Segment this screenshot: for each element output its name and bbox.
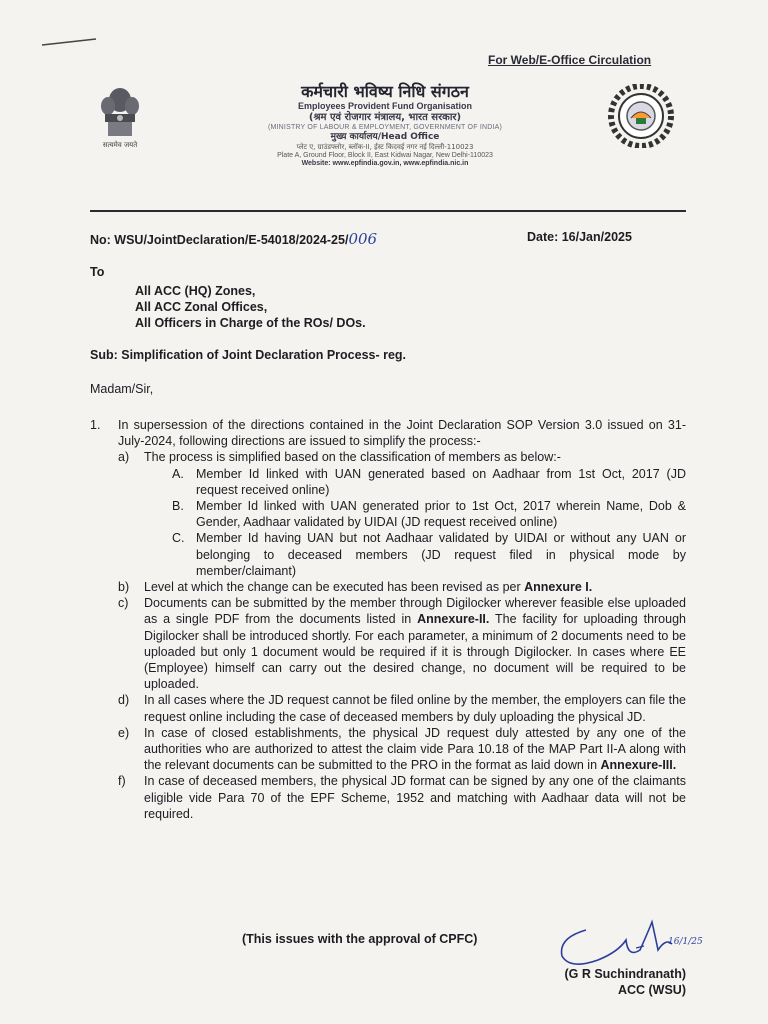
reference-number	[90, 230, 377, 248]
epfo-logo-icon	[598, 84, 684, 148]
sublist	[144, 466, 686, 579]
paragraph-1-text: In supersession of the directions contained in the Joint Declaration SOP Version 3.0 issued on 31-July-2024, following directions are issued to simplify the process:-	[118, 418, 686, 449]
list-item-text: In case of deceased members, the physical JD format can be signed by any one of the claimants eligible vide Para 70 of the EPF Scheme, 1952 and matching with Aadhaar data will not be required.	[144, 774, 686, 821]
annexure-ref: Annexure-II.	[417, 612, 490, 627]
signature-date: 16/1/25	[668, 937, 703, 947]
head-office: मुख्य कार्यालय/Head Office	[330, 132, 440, 143]
list-item-text-cont: The facility for uploading through Digilocker shall be introduced shortly. For each parameter, a minimum of 2 documents need to be uploaded but only 1 document would be required if it is through Digilocker. In cases where EE (Employee) himself can carry out the desired change, no document will be required to be uploaded.	[144, 612, 686, 692]
emblem-motto: सत्यमेव जयते	[102, 141, 138, 149]
paragraph-1	[90, 417, 686, 822]
list-item-text: In all cases where the JD request cannot be filed online by the member, the employers can file the request online including the case of deceased members by duly uploading the physical JD.	[144, 693, 686, 724]
sublist-item-B	[172, 498, 686, 530]
sublist-label: A.	[172, 466, 184, 481]
list-item-text: In case of closed establishments, the physical JD request duly attested by any one of the authorities who are authorized to attest the claim vide Para 10.18 of the MAP Part II-A along with the relevant documents can be submitted to the PRO in the format as laid down in	[144, 725, 686, 773]
sublist-text: Member Id linked with UAN generated based on Aadhaar from 1st Oct, 2017 (JD request received online)	[196, 466, 686, 497]
signatory-designation: ACC (WSU)	[617, 983, 686, 997]
letter-date: Date: 16/Jan/2025	[527, 230, 632, 244]
recipients	[135, 283, 366, 331]
circulation-label: For Web/E-Office Circulation	[488, 53, 652, 67]
org-name-english: Employees Provident Fund Organisation	[297, 101, 473, 112]
pen-mark	[40, 36, 100, 48]
list-item-e	[118, 725, 686, 774]
sublist-label: B.	[172, 499, 184, 514]
recipient: All ACC (HQ) Zones,	[135, 284, 256, 298]
list-item-a	[118, 449, 686, 579]
ministry-english: (MINISTRY OF LABOUR & EMPLOYMENT, GOVERNMENT OF INDIA)	[267, 123, 503, 131]
subject-line: Sub: Simplification of Joint Declaration Process- reg.	[90, 348, 407, 362]
list-item-text: Documents can be submitted by the member through Digilocker wherever feasible else uploaded as a single PDF from the documents listed in	[144, 596, 686, 627]
sublist-label: C.	[172, 531, 185, 546]
paragraph-number: 1.	[90, 418, 101, 432]
sublist-text: Member Id having UAN but not Aadhaar validated by UIDAI or without any UAN or belonging to deceased members (JD request filed in physical mode by member/claimant)	[196, 531, 686, 578]
list-item-f	[118, 773, 686, 822]
annexure-ref: Annexure I.	[524, 580, 593, 595]
annexure-ref: Annexure-III.	[600, 758, 677, 773]
sublist-item-C	[172, 530, 686, 579]
sublist-text: Member Id linked with UAN generated prior to 1st Oct, 2017 wherein Name, Dob & Gender, Aadhaar validated by UIDAI (JD request received online)	[196, 499, 686, 530]
national-emblem-icon	[88, 84, 152, 150]
list-item-d	[118, 692, 686, 724]
to-label: To	[90, 265, 105, 279]
list-label: f)	[118, 774, 126, 789]
list-label: e)	[118, 725, 130, 740]
website: Website: www.epfindia.gov.in, www.epfindia.nic.in	[301, 159, 469, 167]
list-label: c)	[118, 596, 129, 611]
list-label: b)	[118, 580, 130, 595]
ministry-hindi: (श्रम एवं रोजगार मंत्रालय, भारत सरकार)	[308, 111, 462, 123]
recipient: All ACC Zonal Offices,	[135, 300, 268, 314]
letterhead	[180, 82, 590, 168]
recipient: All Officers in Charge of the ROs/ DOs.	[135, 316, 366, 330]
list-label: a)	[118, 450, 130, 465]
list-label: d)	[118, 693, 130, 708]
letter-body	[90, 417, 686, 822]
reference-number-text: No: WSU/JointDeclaration/E-54018/2024-25/	[90, 233, 349, 247]
handwritten-signature	[548, 910, 704, 974]
address-english: Plate A, Ground Floor, Block II, East Kidwai Nagar, New Delhi-110023	[277, 151, 493, 159]
signatory-block	[536, 966, 686, 998]
reference-number-handwritten: 006	[348, 230, 378, 248]
list-item-c	[118, 595, 686, 692]
header-divider	[90, 210, 686, 212]
list-item-b	[118, 579, 686, 595]
org-name-hindi: कर्मचारी भविष्य निधि संगठन	[301, 82, 469, 101]
sublist-item-A	[172, 466, 686, 498]
list-item-text: The process is simplified based on the classification of members as below:-	[144, 450, 561, 465]
list-item-text: Level at which the change can be executed has been revised as per	[144, 580, 525, 595]
approval-note: (This issues with the approval of CPFC)	[242, 932, 478, 946]
address-hindi: प्लेट ए, ग्राउंडफ्लोर, ब्लॉक-II, ईस्ट किदवई नगर नई दिल्ली-110023	[296, 143, 474, 152]
signatory-name: (G R Suchindranath)	[564, 967, 686, 981]
salutation: Madam/Sir,	[90, 382, 154, 396]
